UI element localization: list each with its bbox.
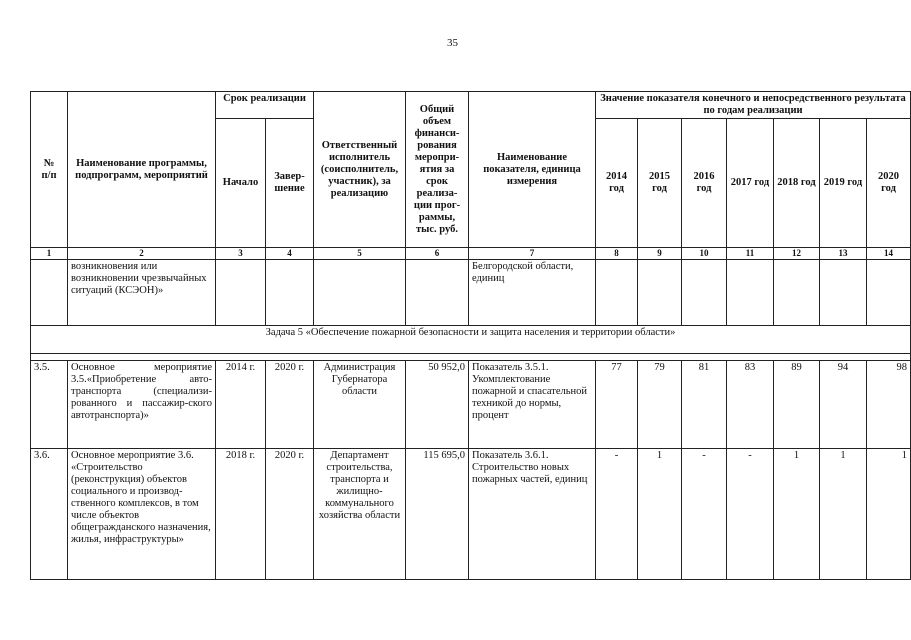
continuation-row bbox=[31, 260, 911, 326]
row-value: 81 bbox=[682, 361, 727, 449]
header-num: № п/п bbox=[31, 92, 68, 248]
row-value: 98 bbox=[867, 361, 911, 449]
column-number: 14 bbox=[867, 248, 911, 260]
row-number: 3.6. bbox=[31, 449, 68, 580]
row-start: 2018 г. bbox=[216, 449, 266, 580]
column-number: 6 bbox=[406, 248, 469, 260]
column-number: 7 bbox=[469, 248, 596, 260]
task-row bbox=[31, 326, 911, 354]
header-year: 2019 год bbox=[820, 119, 867, 248]
row-budget: 50 952,0 bbox=[406, 361, 469, 449]
cell-empty bbox=[638, 260, 682, 326]
cell-empty bbox=[682, 260, 727, 326]
column-number: 11 bbox=[727, 248, 774, 260]
row-responsible: Департамент строительства, транспорта и жилищно-коммунального хозяйства области bbox=[314, 449, 406, 580]
column-number: 10 bbox=[682, 248, 727, 260]
row-value: 1 bbox=[774, 449, 820, 580]
row-end: 2020 г. bbox=[266, 361, 314, 449]
header-responsible: Ответственный исполнитель (соисполнитель, участник), за реализацию bbox=[314, 92, 406, 248]
row-indicator: Показатель 3.6.1. Строительство новых пожарных частей, единиц bbox=[469, 449, 596, 580]
column-number: 13 bbox=[820, 248, 867, 260]
cell-empty bbox=[314, 260, 406, 326]
row-value: - bbox=[727, 449, 774, 580]
header-values-title: Значение показателя конечного и непосредственного результата по годам реализации bbox=[596, 92, 911, 119]
header-name: Наименование программы, подпрограмм, мероприятий bbox=[68, 92, 216, 248]
header-year: 2020 год bbox=[867, 119, 911, 248]
row-start: 2014 г. bbox=[216, 361, 266, 449]
row-value: 77 bbox=[596, 361, 638, 449]
table-row bbox=[31, 449, 911, 580]
cell-empty bbox=[774, 260, 820, 326]
header-budget: Общий объем финанси-рования меропри-ятия за срок реализа-ции прог-раммы, тыс. руб. bbox=[406, 92, 469, 248]
column-number: 12 bbox=[774, 248, 820, 260]
program-table bbox=[30, 91, 911, 580]
row-value: 94 bbox=[820, 361, 867, 449]
header-year: 2018 год bbox=[774, 119, 820, 248]
cell-empty bbox=[406, 260, 469, 326]
row-value: 1 bbox=[820, 449, 867, 580]
spacer-cell bbox=[31, 354, 911, 361]
task-title: Задача 5 «Обеспечение пожарной безопасности и защита населения и территории области» bbox=[31, 326, 911, 354]
header-period: Срок реализации bbox=[216, 92, 314, 119]
column-number: 4 bbox=[266, 248, 314, 260]
row-value: 83 bbox=[727, 361, 774, 449]
cell-empty bbox=[820, 260, 867, 326]
header-end: Завер-шение bbox=[266, 119, 314, 248]
row-end: 2020 г. bbox=[266, 449, 314, 580]
row-value: 89 bbox=[774, 361, 820, 449]
column-number: 2 bbox=[68, 248, 216, 260]
row-number: 3.5. bbox=[31, 361, 68, 449]
row-value: - bbox=[682, 449, 727, 580]
row-name: Основное мероприятие 3.6. «Строительство (реконструкция) объектов социального и производ-ственного комплексов, в том числе объектов общегражданского назначения, жилья, инфраструктуры» bbox=[68, 449, 216, 580]
row-name: Основное мероприятие 3.5.«Приобретение авто-транспорта (специализи-рованного и пассажир-ского автотранспорта)» bbox=[68, 361, 216, 449]
column-number: 3 bbox=[216, 248, 266, 260]
row-budget: 115 695,0 bbox=[406, 449, 469, 580]
row-value: 1 bbox=[867, 449, 911, 580]
header-start: Начало bbox=[216, 119, 266, 248]
header-year: 2016 год bbox=[682, 119, 727, 248]
row-value: 79 bbox=[638, 361, 682, 449]
cell-empty bbox=[596, 260, 638, 326]
table-row bbox=[31, 361, 911, 449]
continuation-name: возникновения или возникновении чрезвычайных ситуаций (КСЭОН)» bbox=[68, 260, 216, 326]
cell-empty bbox=[727, 260, 774, 326]
row-responsible: Администрация Губернатора области bbox=[314, 361, 406, 449]
column-number: 1 bbox=[31, 248, 68, 260]
continuation-indicator: Белгородской области, единиц bbox=[469, 260, 596, 326]
row-value: 1 bbox=[638, 449, 682, 580]
header-row bbox=[31, 92, 911, 119]
row-indicator: Показатель 3.5.1. Укомплектование пожарной и спасательной техникой до нормы, процент bbox=[469, 361, 596, 449]
cell-empty bbox=[31, 260, 68, 326]
cell-empty bbox=[216, 260, 266, 326]
header-year: 2015 год bbox=[638, 119, 682, 248]
cell-empty bbox=[867, 260, 911, 326]
page-number: 35 bbox=[447, 37, 458, 49]
header-year: 2017 год bbox=[727, 119, 774, 248]
cell-empty bbox=[266, 260, 314, 326]
column-number: 8 bbox=[596, 248, 638, 260]
header-year: 2014 год bbox=[596, 119, 638, 248]
spacer-row bbox=[31, 354, 911, 361]
column-numbers-row bbox=[31, 248, 911, 260]
header-indicator: Наименование показателя, единица измерения bbox=[469, 92, 596, 248]
column-number: 9 bbox=[638, 248, 682, 260]
column-number: 5 bbox=[314, 248, 406, 260]
row-value: - bbox=[596, 449, 638, 580]
